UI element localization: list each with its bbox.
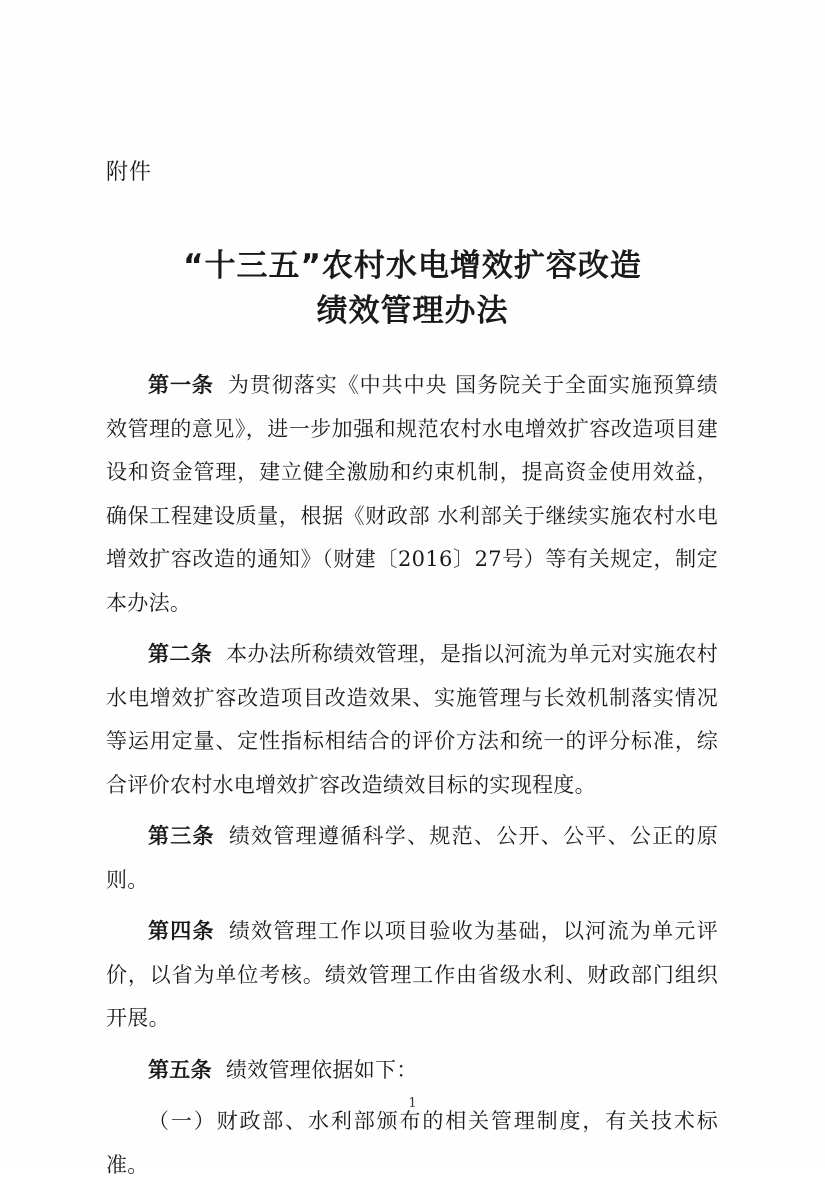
article-1 xyxy=(106,364,718,625)
document-title-line-1: “十三五”农村水电增效扩容改造 xyxy=(183,248,642,284)
article-2-text: 本办法所称绩效管理，是指以河流为单元对实施农村水电增效扩容改造项目改造效果、实施管理与长效机制落实情况等运用定量、定性指标相结合的评价方法和统一的评分标准，综合评价农村水电增效扩容改造绩效目标的实现程度。 xyxy=(106,642,718,797)
article-3-heading: 第三条 xyxy=(148,824,215,848)
article-2-heading: 第二条 xyxy=(148,642,213,666)
article-1-text: 为贯彻落实《中共中央 国务院关于全面实施预算绩效管理的意见》，进一步加强和规范农村水电增效扩容改造项目建设和资金管理，建立健全激励和约束机制，提高资金使用效益，确保工程建设质量，根据《财政部 水利部关于继续实施农村水电增效扩容改造的通知》（财建〔2016〕27号）等有关规定，制定本办法。 xyxy=(106,373,718,615)
article-4-text: 绩效管理工作以项目验收为基础，以河流为单元评价，以省为单位考核。绩效管理工作由省级水利、财政部门组织开展。 xyxy=(106,919,718,1030)
article-5-text: 绩效管理依据如下： xyxy=(225,1057,418,1082)
article-4-heading: 第四条 xyxy=(148,919,215,943)
article-2 xyxy=(106,633,718,807)
article-3 xyxy=(106,815,718,902)
article-3-text: 绩效管理遵循科学、规范、公开、公平、公正的原则。 xyxy=(106,824,718,892)
document-body xyxy=(106,364,718,1195)
attachment-label: 附件 xyxy=(106,160,153,185)
article-5-item-1: （一）财政部、水利部颁布的相关管理制度，有关技术标准。 xyxy=(106,1109,718,1177)
document-title-line-2: 绩效管理办法 xyxy=(316,293,509,329)
article-1-heading: 第一条 xyxy=(148,373,214,397)
article-5-heading: 第五条 xyxy=(148,1057,212,1082)
article-5 xyxy=(106,1049,718,1093)
article-4 xyxy=(106,910,718,1041)
page-number: 1 xyxy=(408,1096,417,1111)
